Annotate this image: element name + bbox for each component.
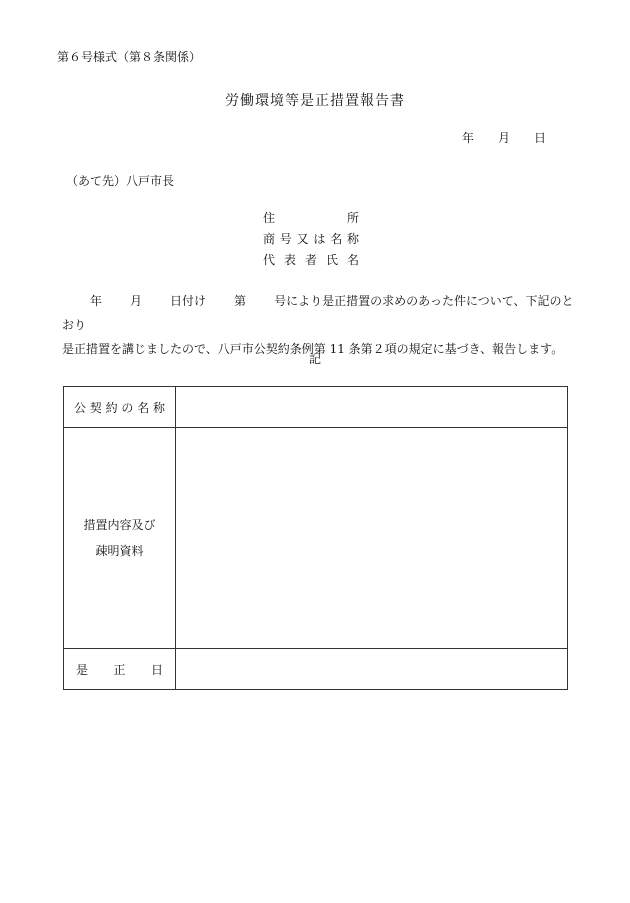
contract-name-field[interactable] [176, 387, 568, 428]
report-table [63, 386, 568, 690]
body-year: 年 [90, 294, 103, 308]
date-line [462, 129, 546, 146]
table-row [64, 428, 568, 649]
trade-name-label: 商 号 又 は 名 称 [263, 232, 359, 246]
date-day: 日 [534, 131, 547, 145]
measures-label [64, 428, 176, 649]
correction-date-field[interactable] [176, 649, 568, 690]
body-sentence-1: 号により是正措置の求めのあった件について、下記のとおり [62, 294, 574, 332]
ki-heading: 記 [308, 352, 321, 366]
body-day: 日付け [170, 294, 207, 308]
addressee: （あて先）八戸市長 [66, 174, 175, 188]
measures-label-line1: 措置内容及び [83, 518, 156, 532]
table-row [64, 649, 568, 690]
date-year: 年 [462, 131, 475, 145]
body-number-prefix: 第 [234, 294, 247, 308]
measures-field[interactable] [176, 428, 568, 649]
document-title: 労働環境等是正措置報告書 [225, 93, 405, 109]
body-sentence-2: 是正措置を講じましたので、八戸市公契約条例第 11 条第２項の規定に基づき、報告します。 [62, 342, 564, 356]
reporter-block [263, 208, 359, 271]
table-row [64, 387, 568, 428]
form-number: 第６号様式（第８条関係） [57, 50, 202, 64]
date-month: 月 [498, 131, 511, 145]
correction-date-label: 是 正 日 [64, 649, 176, 690]
representative-label: 代 表 者 氏 名 [263, 253, 359, 267]
contract-name-label: 公 契 約 の 名 称 [64, 387, 176, 428]
body-month: 月 [130, 294, 143, 308]
address-label: 住 所 [263, 211, 359, 225]
measures-label-line2: 疎明資料 [95, 544, 144, 558]
